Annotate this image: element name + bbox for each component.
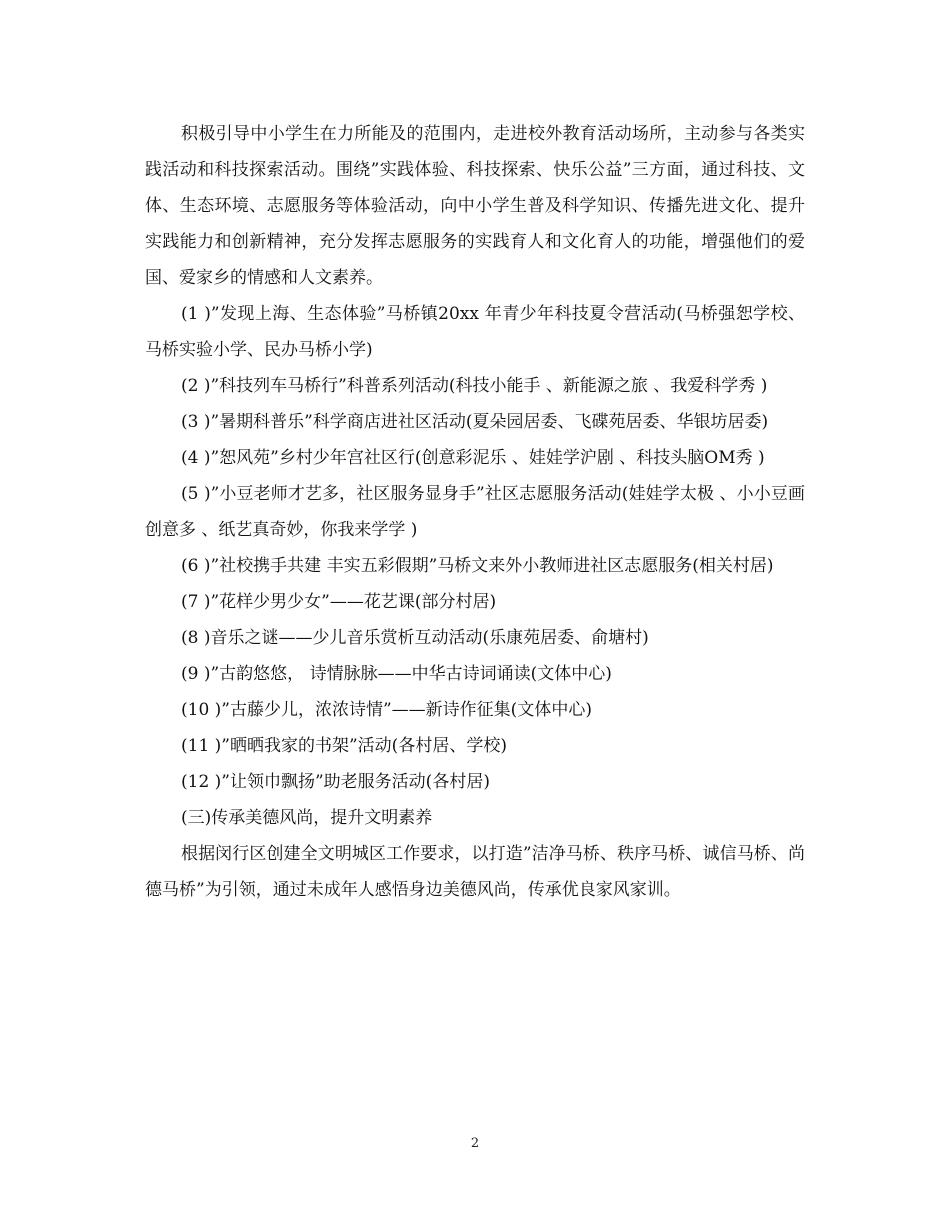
list-item: (12 )”让领巾飘扬”助老服务活动(各村居) <box>181 772 490 792</box>
list-item: (5 )”小豆老师才艺多，社区服务显身手”社区志愿服务活动(娃娃学太极 、小小豆画创意多 、纸艺真奇妙，你我来学学 ) <box>145 484 805 540</box>
list-item: (9 )”古韵悠悠， 诗情脉脉——中华古诗词诵读(文体中心) <box>181 664 612 684</box>
list-item: (1 )”发现上海、生态体验”马桥镇20xx 年青少年科技夏令营活动(马桥强恕学校、马桥实验小学、民办马桥小学) <box>145 304 805 360</box>
section-heading: (三)传承美德风尚，提升文明素养 <box>181 808 433 828</box>
list-item: (10 )”古藤少儿，浓浓诗情”——新诗作征集(文体中心) <box>181 700 592 720</box>
list-item: (4 )”恕风苑”乡村少年宫社区行(创意彩泥乐 、娃娃学沪剧 、科技头脑OM秀 ) <box>181 448 765 468</box>
list-item: (2 )”科技列车马桥行”科普系列活动(科技小能手 、新能源之旅 、我爱科学秀 ) <box>181 376 768 396</box>
list-item: (3 )”暑期科普乐”科学商店进社区活动(夏朵园居委、飞碟苑居委、华银坊居委) <box>181 412 769 432</box>
document-body <box>145 116 805 908</box>
closing-paragraph: 根据闵行区创建全文明城区工作要求，以打造”洁净马桥、秩序马桥、诚信马桥、尚德马桥”为引领，通过未成年人感悟身边美德风尚，传承优良家风家训。 <box>145 844 805 900</box>
list-item: (6 )”社校携手共建 丰实五彩假期”马桥文来外小教师进社区志愿服务(相关村居) <box>181 556 774 576</box>
intro-paragraph: 积极引导中小学生在力所能及的范围内，走进校外教育活动场所，主动参与各类实践活动和科技探索活动。围绕”实践体验、科技探索、快乐公益”三方面，通过科技、文体、生态环境、志愿服务等体验活动，向中小学生普及科学知识、传播先进文化、提升实践能力和创新精神，充分发挥志愿服务的实践育人和文化育人的功能，增强他们的爱国、爱家乡的情感和人文素养。 <box>145 124 805 288</box>
page-number: 2 <box>470 1136 480 1151</box>
list-item: (8 )音乐之谜——少儿音乐赏析互动活动(乐康苑居委、俞塘村) <box>181 628 649 648</box>
list-item: (11 )”晒晒我家的书架”活动(各村居、学校) <box>181 736 507 756</box>
list-item: (7 )”花样少男少女”——花艺课(部分村居) <box>181 592 497 612</box>
